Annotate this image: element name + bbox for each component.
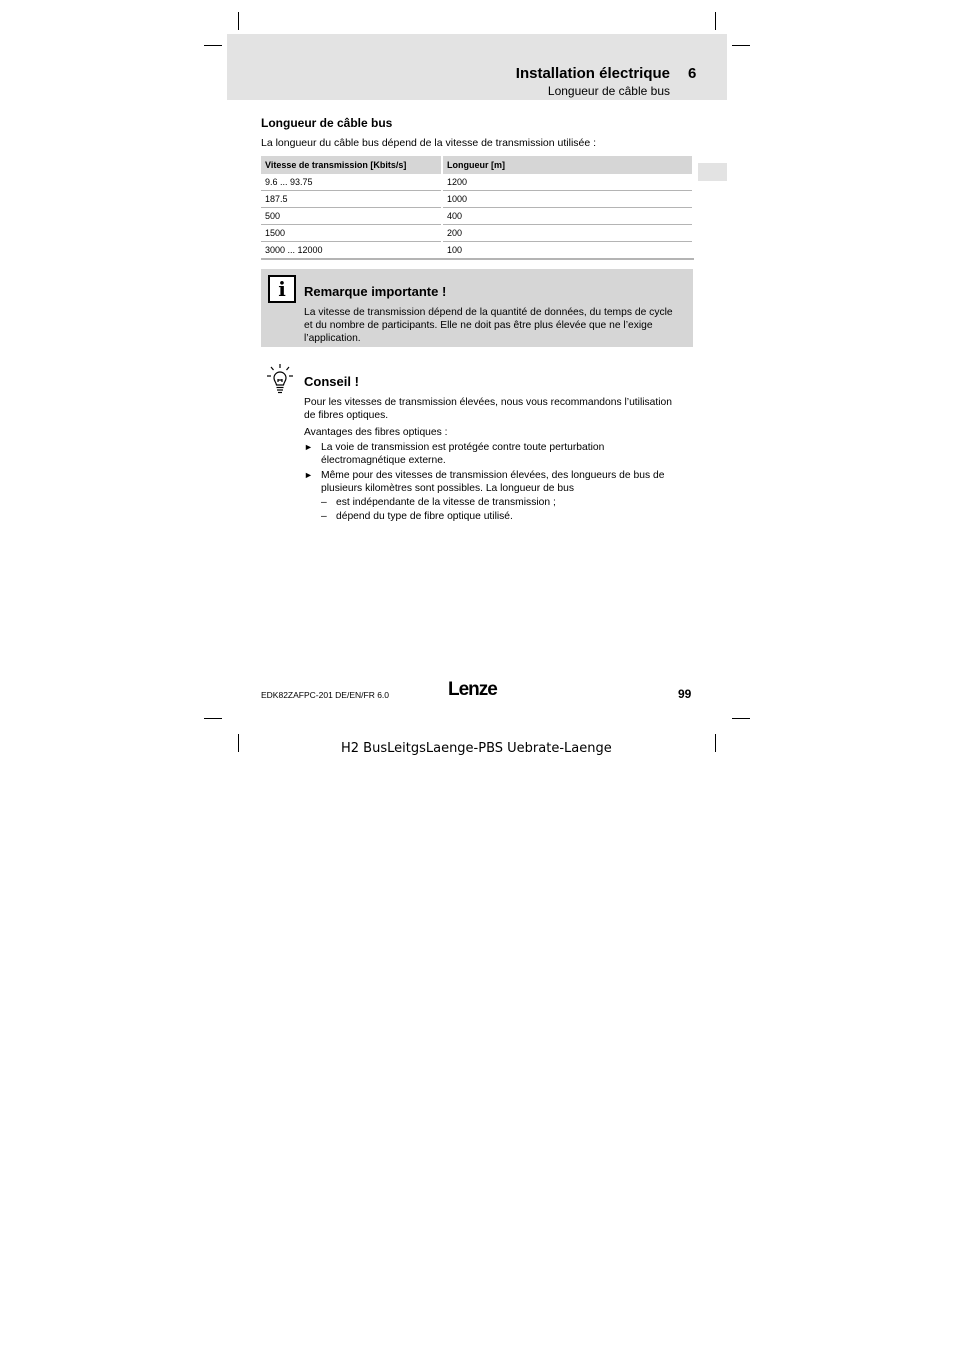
page-number: 99 xyxy=(678,687,692,701)
table-cell-length: 400 xyxy=(442,208,693,225)
chapter-title: Installation électrique xyxy=(515,65,670,82)
crop-mark xyxy=(204,45,222,46)
table-cell-length: 1200 xyxy=(442,174,693,191)
crop-mark xyxy=(238,12,239,30)
note-title: Remarque importante ! xyxy=(304,284,447,299)
list-item-text: Même pour des vitesses de transmission élevées, des longueurs de bus de plusieurs kilomètres sont possibles. La longueur de bus xyxy=(321,470,665,494)
list-item-text: La voie de transmission est protégée contre toute perturbation électromagnétique externe. xyxy=(321,442,605,466)
table-row xyxy=(261,174,693,191)
sub-list-item-text: est indépendante de la vitesse de transmission ; xyxy=(336,497,556,508)
crop-mark xyxy=(732,45,750,46)
crop-mark xyxy=(715,12,716,30)
crop-mark xyxy=(715,734,716,752)
speed-length-table xyxy=(261,156,694,260)
table-cell-speed: 3000 ... 12000 xyxy=(261,242,442,260)
table-header-row xyxy=(261,156,693,174)
chapter-number: 6 xyxy=(688,65,697,82)
section-heading: Longueur de câble bus xyxy=(261,116,393,130)
chapter-subtitle: Longueur de câble bus xyxy=(547,84,670,98)
table-cell-length: 200 xyxy=(442,225,693,242)
dash-mark: – xyxy=(321,497,327,508)
table-cell-length: 1000 xyxy=(442,191,693,208)
section-intro: La longueur du câble bus dépend de la vitesse de transmission utilisée : xyxy=(261,137,597,149)
dash-mark: – xyxy=(321,511,327,522)
crop-mark xyxy=(204,718,222,719)
tip-advantages-label: Avantages des fibres optiques : xyxy=(304,427,448,438)
table-cell-speed: 187.5 xyxy=(261,191,442,208)
lenze-logo: Lenze xyxy=(448,679,497,700)
table-row xyxy=(261,225,693,242)
crop-mark xyxy=(238,734,239,752)
note-text: La vitesse de transmission dépend de la quantité de données, du temps de cycle et du nombre de participants. Elle ne doit pas être plus élevée que ne l’exige l’application. xyxy=(304,307,673,344)
bullet-arrow-icon: ► xyxy=(304,442,313,452)
table-row xyxy=(261,242,693,260)
table-cell-speed: 500 xyxy=(261,208,442,225)
table-header-speed: Vitesse de transmission [Kbits/s] xyxy=(261,156,442,174)
table-cell-speed: 1500 xyxy=(261,225,442,242)
footer-doc-code: EDK82ZAFPC-201 DE/EN/FR 6.0 xyxy=(261,690,390,700)
table-cell-speed: 9.6 ... 93.75 xyxy=(261,174,442,191)
table-row xyxy=(261,191,693,208)
important-note-box xyxy=(261,269,693,347)
lightbulb-icon xyxy=(266,364,294,394)
crop-mark xyxy=(732,718,750,719)
sub-list-item-text: dépend du type de fibre optique utilisé. xyxy=(336,511,513,522)
table-row xyxy=(261,208,693,225)
info-i-icon: i xyxy=(268,275,296,303)
tip-title: Conseil ! xyxy=(304,374,359,389)
bullet-arrow-icon: ► xyxy=(304,470,313,480)
side-thumb-tab xyxy=(698,163,727,181)
document-reference: H2 BusLeitgsLaenge-PBS Uebrate-Laenge xyxy=(341,741,612,756)
tip-text: Pour les vitesses de transmission élevées, nous vous recommandons l’utilisation de fibres optiques. xyxy=(304,397,673,421)
table-header-length: Longueur [m] xyxy=(442,156,693,174)
table-cell-length: 100 xyxy=(442,242,693,260)
